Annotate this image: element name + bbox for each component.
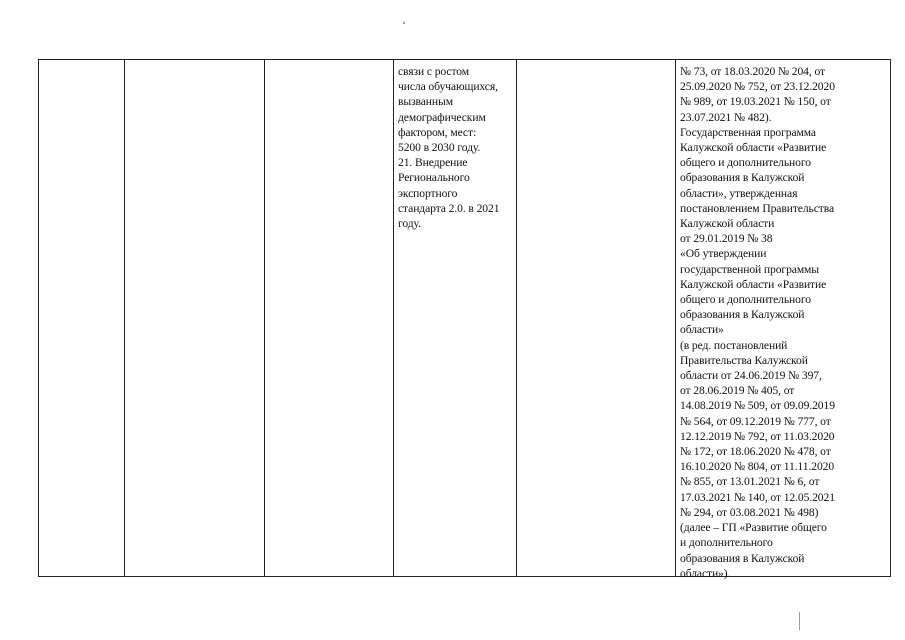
scan-artifact-dot [403,22,405,24]
column-divider-4 [516,59,517,577]
column-divider-1 [124,59,125,577]
column-divider-2 [264,59,265,577]
column-divider-5 [675,59,676,577]
table-cell-col4-text: связи с ростом числа обучающихся, вызванным демографическим фактором, мест: 5200 в 2030 году. 21. Внедрение Регионального экспортного стандарта 2.0. в 2021 году. [398,65,500,231]
table-cell-col6-text: № 73, от 18.03.2020 № 204, от 25.09.2020 № 752, от 23.12.2020 № 989, от 19.03.2021 № 150, от 23.07.2021 № 482). Государственная программа Калужской области «Развитие общего и дополнительного образования в Калужской области», утвержденная постановлением Правительства Калужской области от 29.01.2019 № 38 «Об утверждении государственной программы Калужской области «Развитие общего и дополнительного образования в Калужской области» (в ред. постановлений Правительства Калужской области от 24.06.2019 № 397, от 28.06.2019 № 405, от 14.08.2019 № 509, от 09.09.2019 № 564, от 09.12.2019 № 777, от 12.12.2019 № 792, от 11.03.2020 № 172, от 18.06.2020 № 478, от 16.10.2020 № 804, от 11.11.2020 № 855, от 13.01.2021 № 6, от 17.03.2021 № 140, от 12.05.2021 № 294, от 03.08.2021 № 498) (далее – ГП «Развитие общего и дополнительного образования в Калужской области»). [680,65,835,580]
column-divider-3 [393,59,394,577]
scan-artifact-line [799,612,800,630]
